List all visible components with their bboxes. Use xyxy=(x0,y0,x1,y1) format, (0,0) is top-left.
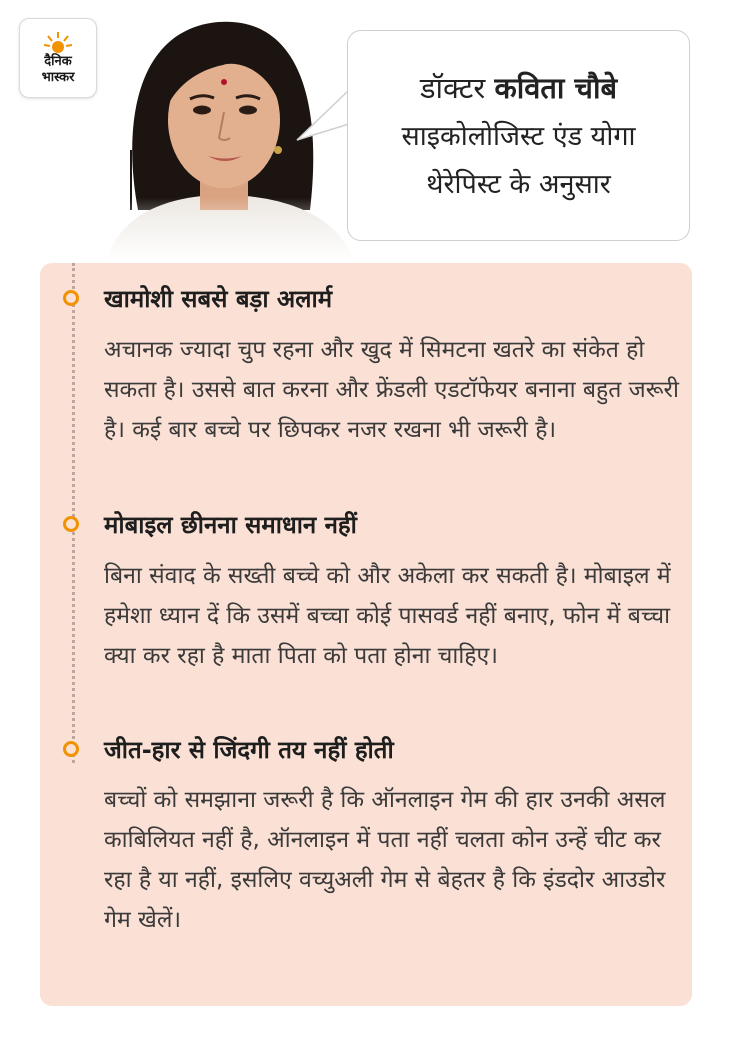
section-3-title: जीत-हार से जिंदगी तय नहीं होती xyxy=(104,736,394,764)
bullet-icon xyxy=(63,290,79,306)
sun-icon xyxy=(43,31,73,53)
bubble-attribution: थेरेपिस्ट के अनुसार xyxy=(426,168,611,200)
bubble-heading xyxy=(420,63,617,113)
section-3-body: बच्चों को समझाना जरूरी है कि ऑनलाइन गेम की हार उनकी असल काबिलियत नहीं है, ऑनलाइन में पता नहीं चलता कोन उन्हें चीट कर रहा है या नहीं, इसलिए वच्युअली गेम से बेहतर है कि इंडदोर आउडोर गेम खेलें। xyxy=(104,787,666,933)
section-2-title: मोबाइल छीनना समाधान नहीं xyxy=(104,511,357,539)
section-2-body: बिना संवाद के सख्ती बच्चे को और अकेला कर सकती है। मोबाइल में हमेशा ध्यान दें कि उसमें बच्चा कोई पासवर्ड नहीं बनाए, फोन में बच्चा क्या कर रहा है माता पिता को पता होना चाहिए। xyxy=(104,563,671,669)
speech-bubble xyxy=(347,30,690,241)
section-1-body: अचानक ज्यादा चुप रहना और खुद में सिमटना खतरे का संकेत हो सकता है। उससे बात करना और फ्रेंडली एडटॉफेयर बनाना बहुत जरूरी है। कई बार बच्चे पर छिपकर नजर रखना भी जरूरी है। xyxy=(104,337,679,443)
bullet-icon xyxy=(63,516,79,532)
bubble-title-prefix: डॉक्टर xyxy=(419,70,486,105)
timeline-line xyxy=(72,263,75,763)
bullet-icon xyxy=(63,741,79,757)
logo-text-line1: दैनिक xyxy=(44,54,72,69)
section-1-title: खामोशी सबसे बड़ा अलार्म xyxy=(104,285,333,313)
logo-text-line2: भास्कर xyxy=(41,70,75,85)
doctor-name: कविता चौबे xyxy=(494,70,618,105)
doctor-profession: साइकोलोजिस्ट एंड योगा xyxy=(401,120,636,152)
dainik-bhaskar-logo xyxy=(19,18,97,98)
